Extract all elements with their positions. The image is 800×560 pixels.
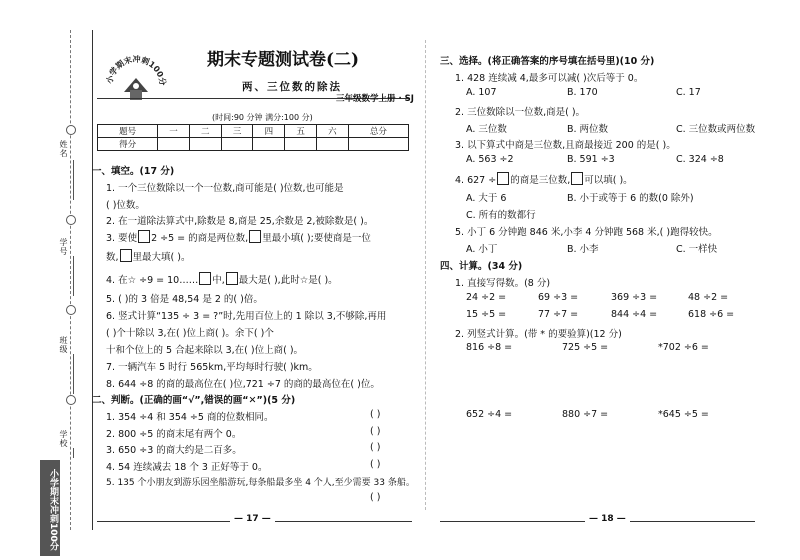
score-table-header: 五 [285,125,317,138]
blank-box[interactable] [120,249,132,262]
blank-box[interactable] [249,230,261,243]
vertical-calc-item: *702 ÷6 = [658,342,709,353]
choice-q2: 2. 三位数除以一位数,商是( )。 [455,107,586,118]
oral-calc-item: 618 ÷6 = [688,309,735,320]
answer-paren[interactable]: ( ) [370,442,381,453]
oral-calc-item: 369 ÷3 = [611,292,658,303]
fill-q4-part: 4. 在☆ ÷9 = 10…… [106,275,199,286]
vertical-calc-item: *645 ÷5 = [658,409,709,420]
fill-q3-part: 2 ÷5 = 的商是两位数, [151,233,249,244]
score-table-header: 题号 [98,125,158,138]
score-row-label: 得分 [98,138,158,151]
answer-paren[interactable]: ( ) [370,492,381,503]
choice-q4-part: 的商是三位数, [510,175,571,186]
fill-q4-part: 最大是( ),此时☆是( )。 [238,275,338,286]
score-cell[interactable] [253,138,285,151]
fill-q3-cont [106,249,190,263]
cut-line [70,30,71,530]
fill-q3-part: 里最大填( )。 [132,252,191,263]
logo-icon [104,46,168,110]
page-title: 期末专题测试卷(二) [207,50,360,70]
fill-q1: 1. 一个三位数除以一个一位数,商可能是( )位数,也可能是 [106,183,344,194]
oral-calc-item: 77 ÷7 = [538,309,579,320]
score-cell[interactable] [348,138,408,151]
choice-option[interactable]: B. 小于或等于 6 的数(0 除外) [567,193,694,204]
vertical-calc-item: 816 ÷8 = [466,342,513,353]
judge-q5: 5. 135 个小朋友到游乐园坐船游玩,每条船最多坐 4 个人,至少需要 33 条船。 [106,478,415,488]
judge-q4: 4. 54 连续减去 18 个 3 正好等于 0。 [106,462,268,473]
name-label: 姓名 [59,140,68,158]
blank-box[interactable] [497,172,509,185]
choice-option[interactable]: A. 小丁 [466,244,498,255]
fill-q7: 7. 一辆汽车 5 时行 565km,平均每时行驶( )km。 [106,362,318,373]
student-id-field[interactable] [73,256,74,296]
choice-option[interactable]: C. 17 [676,87,701,98]
school-field[interactable] [73,448,74,458]
fill-q3-part: 3. 要使 [106,233,138,244]
name-field[interactable] [73,160,74,200]
class-label: 班级 [59,336,68,354]
score-table-header: 总分 [348,125,408,138]
score-cell[interactable] [158,138,190,151]
choice-option[interactable]: C. 所有的数都行 [466,210,536,221]
fill-q8: 8. 644 ÷8 的商的最高位在( )位,721 ÷7 的商的最高位在( )位。 [106,379,380,390]
choice-q4-part: 可以填( )。 [584,175,633,186]
fill-q4 [106,272,338,286]
blank-box[interactable] [138,230,150,243]
answer-paren[interactable]: ( ) [370,409,381,420]
answer-paren[interactable]: ( ) [370,459,381,470]
section-2-title: 二、判断。(正确的画“√”,错误的画“✕”)(5 分) [92,395,296,406]
fill-q6-cont: ( )个十除以 3,在( )位上商( )。余下( )个 [106,328,274,339]
binding-hole [66,305,76,315]
fill-q6: 6. 竖式计算“135 ÷ 3 = ?”时,先用百位上的 1 除以 3,不够除,再用 [106,311,387,322]
score-cell[interactable] [189,138,221,151]
choice-q3: 3. 以下算式中商是三位数,且商最接近 200 的是( )。 [455,140,676,151]
judge-q2: 2. 800 ÷5 的商末尾有两个 0。 [106,429,242,440]
page-divider [425,40,426,510]
svg-text:小学期末冲刺100分: 小学期末冲刺100分 [104,54,168,87]
score-cell[interactable] [221,138,253,151]
score-table-row [98,138,409,151]
choice-option[interactable]: B. 591 ÷3 [567,154,615,165]
fill-q5: 5. ( )的 3 倍是 48,54 是 2 的( )倍。 [106,294,263,305]
student-id-label: 学号 [59,238,68,256]
calc-sub2-title: 2. 列竖式计算。(带 * 的要验算)(12 分) [455,329,622,340]
binding-hole [66,125,76,135]
choice-option[interactable]: B. 小李 [567,244,599,255]
page-number: — 17 — [230,514,275,524]
score-table-header: 二 [189,125,221,138]
oral-calc-item: 69 ÷3 = [538,292,579,303]
binding-line [92,30,93,530]
blank-box[interactable] [199,272,211,285]
score-table-header: 六 [316,125,348,138]
time-info: (时间:90 分钟 满分:100 分) [212,113,313,122]
choice-q4 [455,172,633,186]
blank-box[interactable] [226,272,238,285]
score-table-header-row [98,125,409,138]
fill-q6-cont: 十和个位上的 5 合起来除以 3,在( )位上商( )。 [106,345,304,356]
choice-option[interactable]: B. 170 [567,87,598,98]
choice-option[interactable]: C. 一样快 [676,244,718,255]
choice-q5: 5. 小丁 6 分钟跑 846 米,小李 4 分钟跑 568 米,( )跑得较快。 [455,227,718,238]
binding-hole [66,395,76,405]
score-table [97,124,409,151]
fill-q3-part: 数, [106,252,119,263]
blank-box[interactable] [571,172,583,185]
score-cell[interactable] [285,138,317,151]
binding-hole [66,215,76,225]
fill-q4-part: 中, [212,275,225,286]
choice-option[interactable]: C. 324 ÷8 [676,154,724,165]
oral-calc-item: 15 ÷5 = [466,309,507,320]
judge-q1: 1. 354 ÷4 和 354 ÷5 商的位数相同。 [106,412,274,423]
fill-q2: 2. 在一道除法算式中,除数是 8,商是 25,余数是 2,被除数是( )。 [106,216,374,227]
page-subtitle: 两、三位数的除法 [242,81,342,93]
section-4-title: 四、计算。(34 分) [440,261,523,272]
score-table-header: 四 [253,125,285,138]
oral-calc-item: 844 ÷4 = [611,309,658,320]
school-label: 学校 [59,430,68,448]
choice-option[interactable]: A. 三位数 [466,124,507,135]
judge-q3: 3. 650 ÷3 的商大约是二百多。 [106,445,242,456]
score-table-header: 三 [221,125,253,138]
vertical-calc-item: 652 ÷4 = [466,409,513,420]
class-field[interactable] [73,354,74,394]
choice-q4-part: 4. 627 ÷ [455,175,497,186]
vertical-calc-item: 725 ÷5 = [562,342,609,353]
choice-option[interactable]: A. 大于 6 [466,193,507,204]
section-3-title: 三、选择。(将正确答案的序号填在括号里)(10 分) [440,56,655,67]
choice-option[interactable]: A. 107 [466,87,497,98]
score-cell[interactable] [316,138,348,151]
fill-q1-cont: ( )位数。 [106,200,145,211]
vertical-calc-item: 880 ÷7 = [562,409,609,420]
fill-q3 [106,230,371,244]
score-table-header: 一 [158,125,190,138]
brand-banner: 小学期末冲刺100分 [40,460,60,556]
fill-q3-part: 里最小填( );要使商是一位 [262,233,371,244]
calc-sub1-title: 1. 直接写得数。(8 分) [455,278,551,289]
oral-calc-item: 48 ÷2 = [688,292,729,303]
grade-label: 三年级数学上册 · SJ [336,94,414,104]
choice-option[interactable]: C. 三位数或两位数 [676,124,756,135]
section-1-title: 一、填空。(17 分) [92,166,175,177]
choice-option[interactable]: B. 两位数 [567,124,609,135]
choice-q1: 1. 428 连续减 4,最多可以减( )次后等于 0。 [455,73,644,84]
page-number: — 18 — [585,514,630,524]
answer-paren[interactable]: ( ) [370,426,381,437]
oral-calc-item: 24 ÷2 = [466,292,507,303]
choice-option[interactable]: A. 563 ÷2 [466,154,514,165]
